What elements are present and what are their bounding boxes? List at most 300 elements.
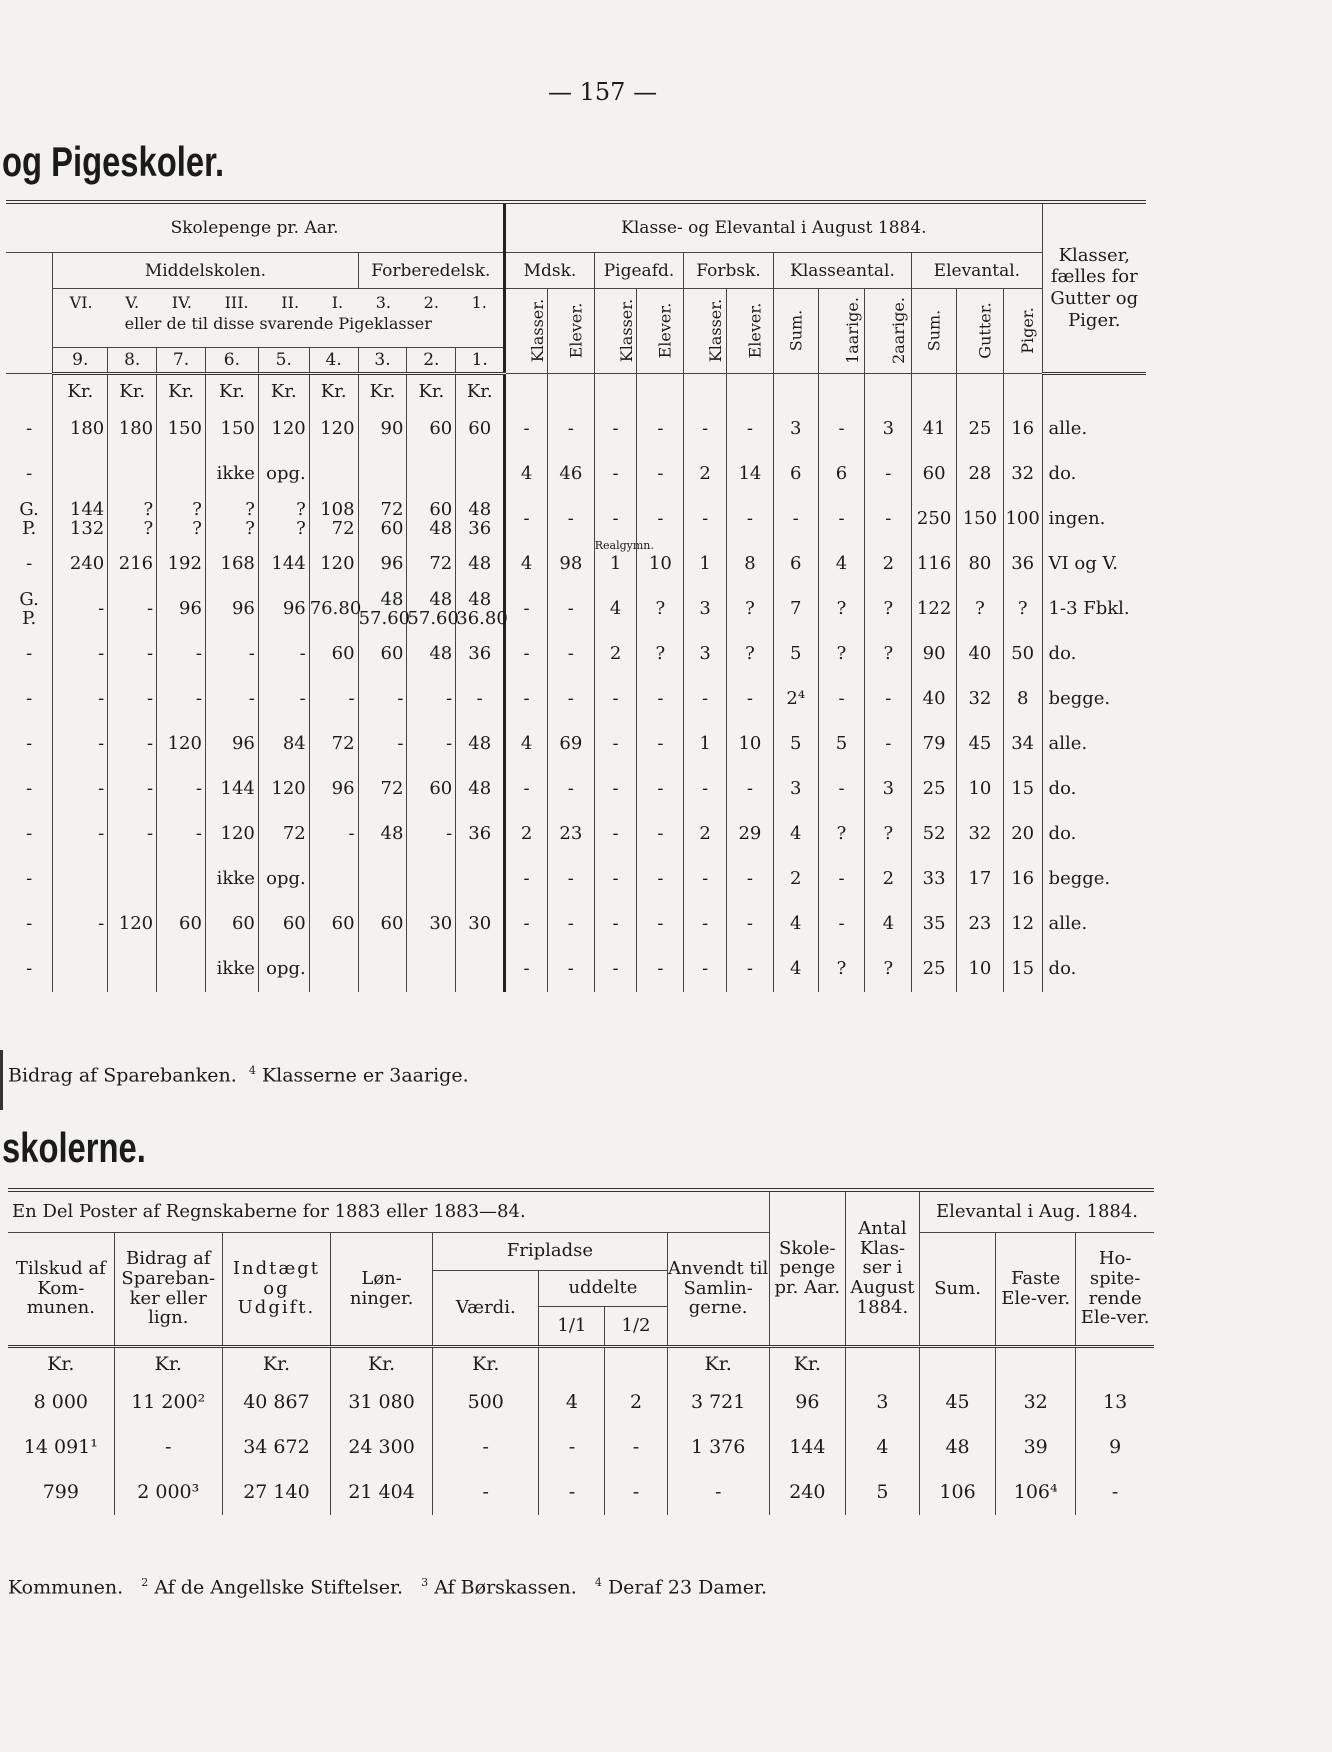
school-fees-body — [6, 374, 1146, 993]
table-cell: 100 — [1003, 497, 1042, 542]
table-cell: - — [6, 902, 53, 947]
table-row — [6, 677, 1146, 722]
table-cell — [157, 452, 206, 497]
table-cell: 8 — [727, 542, 774, 587]
header-v-gutter: Gutter. — [956, 289, 1003, 374]
header-num-1: 1. — [456, 348, 505, 374]
table-cell: 72 60 — [358, 497, 407, 542]
table-cell: 15 — [1003, 947, 1042, 992]
table-cell: - — [505, 902, 548, 947]
table-cell: ? — [818, 632, 865, 677]
table-cell: - — [157, 677, 206, 722]
header-hospiterende: Ho-spite-rende Ele-ver. — [1076, 1232, 1154, 1346]
table-cell: 106 — [920, 1470, 996, 1515]
table-cell: - — [258, 632, 309, 677]
table-cell: 4 — [818, 542, 865, 587]
table-cell: 45 — [956, 722, 1003, 767]
header-num-6: 6. — [205, 348, 258, 374]
table-cell: - — [684, 497, 727, 542]
table-cell: 25 — [912, 767, 957, 812]
table-cell: - — [594, 947, 637, 992]
table-cell: 16 — [1003, 407, 1042, 452]
table-cell: - — [684, 407, 727, 452]
kr-label: Kr. — [8, 1346, 114, 1380]
table-cell: - — [456, 677, 505, 722]
table-cell: - — [547, 767, 594, 812]
table-cell: 8 — [1003, 677, 1042, 722]
table-cell: 2 — [684, 452, 727, 497]
table-cell: 8 000 — [8, 1380, 114, 1425]
table-cell: 6 — [818, 452, 865, 497]
table-cell: 106⁴ — [996, 1470, 1076, 1515]
shared-classes-cell: begge. — [1048, 688, 1111, 710]
margin-rule — [0, 1050, 3, 1110]
table-cell: 20 — [1003, 812, 1042, 857]
table-cell: - — [594, 452, 637, 497]
header-classes-roman: VI. V. IV. III. II. I. 3. 2. 1. eller de til disse svarende Pigeklasser — [53, 289, 505, 348]
kr-label: Kr. — [769, 1346, 845, 1380]
table-cell: 39 — [996, 1425, 1076, 1470]
table-cell: - — [865, 497, 912, 542]
table-cell: 6 — [773, 542, 818, 587]
table-cell: 120 — [309, 542, 358, 587]
table-cell: 14 091¹ — [8, 1425, 114, 1470]
kr-label: Kr. — [433, 1346, 539, 1380]
table-cell: 48 — [456, 542, 505, 587]
table-cell: 2⁴ — [773, 677, 818, 722]
kr-label: Kr. — [222, 1346, 330, 1380]
header-bidrag: Bidrag af Spareban-ker eller lign. — [114, 1232, 222, 1346]
table-cell: 108 72 — [309, 497, 358, 542]
table-cell: 5 — [818, 722, 865, 767]
table-cell: 16 — [1003, 857, 1042, 902]
table-cell: ? — [637, 632, 684, 677]
currency-row — [6, 374, 1146, 408]
footnote-top: Bidrag af Sparebanken. $^4$ Klasserne er 3aarige. — [8, 1064, 469, 1087]
header-v-klasser-2: Klasser. — [594, 289, 637, 374]
accounts-table — [8, 1188, 1154, 1515]
table-cell: 216 — [108, 542, 157, 587]
table-cell: - — [637, 902, 684, 947]
table-cell — [53, 452, 108, 497]
table-cell: - — [637, 857, 684, 902]
header-forbsk: Forbsk. — [684, 253, 774, 289]
table-cell: - — [594, 677, 637, 722]
header-indtaegt: Indtægt og Udgift. — [222, 1232, 330, 1346]
table-cell: - — [6, 857, 53, 902]
table-cell: - — [547, 857, 594, 902]
table-cell: ? — [865, 587, 912, 632]
table-cell: 3 — [865, 407, 912, 452]
shared-classes-cell: alle. — [1048, 418, 1088, 440]
table-cell: 32 — [956, 812, 1003, 857]
table-cell: 48 — [358, 812, 407, 857]
table-row — [6, 767, 1146, 812]
table-cell — [358, 452, 407, 497]
table-cell: - — [637, 452, 684, 497]
table-row — [6, 857, 1146, 902]
table-cell: - — [727, 902, 774, 947]
table-cell: - — [605, 1470, 667, 1515]
table-cell: - — [108, 767, 157, 812]
header-elevantal-aug: Elevantal i Aug. 1884. — [920, 1190, 1155, 1232]
table-cell: 3 721 — [667, 1380, 769, 1425]
table-cell: 31 080 — [331, 1380, 433, 1425]
table-cell: 2 — [605, 1380, 667, 1425]
table-cell: 28 — [956, 452, 1003, 497]
table-cell: - — [309, 812, 358, 857]
table-cell: 5 — [845, 1470, 919, 1515]
table-cell: 72 — [309, 722, 358, 767]
table-cell: ? — [865, 632, 912, 677]
school-fees-table — [6, 200, 1146, 992]
table-cell: G. P. — [6, 587, 53, 632]
table-cell: 32 — [1003, 452, 1042, 497]
header-tilskud: Tilskud af Kom-munen. — [8, 1232, 114, 1346]
table-cell: 40 867 — [222, 1380, 330, 1425]
table-cell: - — [358, 722, 407, 767]
header-num-7: 7. — [157, 348, 206, 374]
shared-classes-cell: 1-3 Fbkl. — [1048, 598, 1130, 620]
table-cell: 180 — [108, 407, 157, 452]
table-cell: 48 57.60 — [358, 587, 407, 632]
header-sum: Sum. — [920, 1232, 996, 1346]
table-cell: 192 — [157, 542, 206, 587]
table-row — [8, 1470, 1154, 1515]
table-cell: 48 36 — [456, 497, 505, 542]
table-cell: - — [407, 812, 456, 857]
header-v-klasser-3: Klasser. — [684, 289, 727, 374]
header-blank — [6, 253, 53, 374]
header-num-8: 8. — [108, 348, 157, 374]
header-mdsk: Mdsk. — [505, 253, 595, 289]
shared-classes-cell: VI og V. — [1048, 553, 1119, 575]
table-cell — [407, 857, 456, 902]
table-cell: 9 — [1109, 1436, 1122, 1458]
table-cell: 120 — [309, 407, 358, 452]
header-anvendt: Anvendt til Samlin-gerne. — [667, 1232, 769, 1346]
table-cell: opg. — [258, 947, 309, 992]
table-cell: - — [309, 677, 358, 722]
table-cell: 52 — [912, 812, 957, 857]
table-cell: G. P. — [6, 497, 53, 542]
table-cell: - — [407, 722, 456, 767]
table-cell — [309, 452, 358, 497]
table-cell: ? ? — [157, 497, 206, 542]
table-cell: - — [205, 677, 258, 722]
table-cell: - — [865, 452, 912, 497]
table-cell: 180 — [53, 407, 108, 452]
kr-label: Kr. — [258, 374, 309, 408]
table-cell: - — [594, 407, 637, 452]
header-lonninger: Løn-ninger. — [331, 1232, 433, 1346]
table-cell: - — [108, 722, 157, 767]
table-cell: 30 — [456, 902, 505, 947]
table-cell: 4 — [505, 452, 548, 497]
table-cell: - — [684, 857, 727, 902]
table-cell: 3 — [773, 767, 818, 812]
table-cell: 150 — [956, 497, 1003, 542]
table-cell: 96 — [769, 1380, 845, 1425]
header-regnskab: En Del Poster af Regnskaberne for 1883 eller 1883—84. — [8, 1190, 769, 1232]
table-row — [6, 632, 1146, 677]
shared-classes-cell: ingen. — [1048, 508, 1106, 530]
table-cell: 60 — [407, 407, 456, 452]
table-cell: 4 — [539, 1380, 605, 1425]
table-cell: 69 — [547, 722, 594, 767]
header-faste: Faste Ele-ver. — [996, 1232, 1076, 1346]
table-cell: - — [505, 857, 548, 902]
table-cell — [407, 452, 456, 497]
table-cell: 41 — [912, 407, 957, 452]
page-number: — 157 — — [548, 78, 658, 106]
kr-label: Kr. — [114, 1346, 222, 1380]
table-cell: - — [505, 497, 548, 542]
header-middelskolen: Middelskolen. — [53, 253, 358, 289]
kr-label: Kr. — [456, 374, 505, 408]
table-cell: - — [433, 1470, 539, 1515]
header-klasseantal: Klasseantal. — [773, 253, 911, 289]
kr-label: Kr. — [108, 374, 157, 408]
header-skolepenge: Skolepenge pr. Aar. — [6, 202, 505, 253]
table-cell: ? — [1003, 587, 1042, 632]
header-forberedelsk: Forberedelsk. — [358, 253, 505, 289]
table-cell: - — [547, 407, 594, 452]
header-v-1aarige: 1aarige. — [818, 289, 865, 374]
header-num-4: 4. — [309, 348, 358, 374]
table-cell: - — [108, 812, 157, 857]
table-cell: 32 — [956, 677, 1003, 722]
table-cell: ikke — [205, 857, 258, 902]
table-cell: 60 — [407, 767, 456, 812]
table-cell: - — [727, 767, 774, 812]
table-cell: - — [53, 677, 108, 722]
table-cell: - — [407, 677, 456, 722]
table-cell: 4 — [773, 812, 818, 857]
table-cell: 3 — [865, 767, 912, 812]
table-cell: 15 — [1003, 767, 1042, 812]
table-cell: ? — [865, 947, 912, 992]
table-cell: - — [637, 812, 684, 857]
table-cell: 120 — [205, 812, 258, 857]
table-cell: 23 — [956, 902, 1003, 947]
table-cell: 144 132 — [53, 497, 108, 542]
table-cell: 144 — [258, 542, 309, 587]
table-cell: - — [667, 1470, 769, 1515]
table-cell: 50 — [1003, 632, 1042, 677]
kr-label: Kr. — [331, 1346, 433, 1380]
table-cell: 48 — [456, 767, 505, 812]
table-cell: - — [6, 407, 53, 452]
table-cell: ? ? — [258, 497, 309, 542]
table-cell: - — [258, 677, 309, 722]
table-cell: 45 — [920, 1380, 996, 1425]
table-cell: - — [505, 677, 548, 722]
table-cell: ? ? — [108, 497, 157, 542]
table-cell: 60 — [258, 902, 309, 947]
table-cell: 48 57.60 — [407, 587, 456, 632]
table-cell: 25 — [912, 947, 957, 992]
table-cell — [108, 857, 157, 902]
table-cell: 80 — [956, 542, 1003, 587]
table-cell: 799 — [8, 1470, 114, 1515]
table-cell: - — [108, 677, 157, 722]
table-cell: - — [684, 677, 727, 722]
header-v-elever-3: Elever. — [727, 289, 774, 374]
table-cell: - — [727, 497, 774, 542]
table-cell: 48 — [456, 722, 505, 767]
shared-classes-cell: alle. — [1048, 733, 1088, 755]
table-cell: - — [358, 677, 407, 722]
table-cell: 120 — [108, 902, 157, 947]
table-cell: 23 — [547, 812, 594, 857]
table-cell: - — [818, 767, 865, 812]
header-hele: 1/1 — [539, 1306, 605, 1346]
table-cell: 5 — [773, 722, 818, 767]
table-cell: 27 140 — [222, 1470, 330, 1515]
table-cell: 60 — [912, 452, 957, 497]
table-cell: - — [818, 497, 865, 542]
table-cell: - — [157, 812, 206, 857]
table-cell: - — [547, 902, 594, 947]
table-cell: 96 — [205, 722, 258, 767]
section-heading-top: og Pigeskoler. — [2, 138, 225, 185]
table-cell: opg. — [258, 452, 309, 497]
shared-classes-cell: do. — [1048, 463, 1077, 485]
table-cell: 36 — [1003, 542, 1042, 587]
table-cell: 24 300 — [331, 1425, 433, 1470]
table-cell: 3 — [773, 407, 818, 452]
table-row — [6, 902, 1146, 947]
shared-classes-cell: begge. — [1048, 868, 1111, 890]
table-cell: 116 — [912, 542, 957, 587]
kr-label: Kr. — [358, 374, 407, 408]
table-cell: 60 — [309, 632, 358, 677]
header-v-piger: Piger. — [1003, 289, 1042, 374]
table-cell: - — [727, 947, 774, 992]
table-cell: - — [157, 632, 206, 677]
table-cell: 72 — [258, 812, 309, 857]
table-cell: 90 — [358, 407, 407, 452]
table-cell: 84 — [258, 722, 309, 767]
shared-classes-cell: do. — [1048, 643, 1077, 665]
table-cell: - — [108, 632, 157, 677]
table-cell: - — [594, 497, 637, 542]
table-cell: 144 — [769, 1425, 845, 1470]
table-cell: - — [6, 542, 53, 587]
table-cell: 72 — [407, 542, 456, 587]
table-cell: - — [205, 632, 258, 677]
table-cell: 79 — [912, 722, 957, 767]
table-cell: - — [6, 722, 53, 767]
table-cell: 4 — [594, 587, 637, 632]
table-cell: 150 — [157, 407, 206, 452]
table-cell: 96 — [309, 767, 358, 812]
table-cell: 120 — [157, 722, 206, 767]
table-row — [6, 587, 1146, 632]
table-cell: 60 — [358, 902, 407, 947]
table-cell: 150 — [205, 407, 258, 452]
shared-classes-cell: alle. — [1048, 913, 1088, 935]
table-cell: 13 — [1103, 1391, 1128, 1413]
table-cell: 60 — [309, 902, 358, 947]
kr-label: Kr. — [53, 374, 108, 408]
table-cell: ? — [818, 812, 865, 857]
currency-row — [8, 1346, 1154, 1380]
table-cell: - — [594, 902, 637, 947]
table-cell: 3 — [684, 587, 727, 632]
table-cell: 48 — [407, 632, 456, 677]
table-cell: - — [865, 722, 912, 767]
table-cell: ? — [818, 947, 865, 992]
table-cell: 48 36.80 — [456, 587, 505, 632]
header-num-9: 9. — [53, 348, 108, 374]
table-cell: - — [53, 767, 108, 812]
table-cell: - — [6, 812, 53, 857]
table-cell: ? — [727, 587, 774, 632]
table-row — [6, 812, 1146, 857]
table-cell: 34 672 — [222, 1425, 330, 1470]
shared-classes-cell: do. — [1048, 958, 1077, 980]
table-row — [8, 1425, 1154, 1470]
table-cell: 2 — [865, 857, 912, 902]
table-cell: - — [108, 587, 157, 632]
table-cell: 500 — [433, 1380, 539, 1425]
header-klasse-elevantal: Klasse- og Elevantal i August 1884. — [505, 202, 1042, 253]
shared-classes-cell: do. — [1048, 823, 1077, 845]
header-v-2aarige: 2aarige. — [865, 289, 912, 374]
table-cell: 36 — [456, 632, 505, 677]
table-cell: - — [727, 857, 774, 902]
table-cell: - — [684, 767, 727, 812]
table-cell: 120 — [258, 407, 309, 452]
table-cell — [358, 857, 407, 902]
table-cell: 2 — [773, 857, 818, 902]
table-cell: - — [505, 947, 548, 992]
table-cell: 60 — [358, 632, 407, 677]
table-cell: 3 — [845, 1380, 919, 1425]
header-antal-klasser: Antal Klas-ser i August 1884. — [845, 1190, 919, 1346]
section-heading-bottom: skolerne. — [2, 1124, 146, 1171]
table-cell: ? — [956, 587, 1003, 632]
table-cell: - — [637, 767, 684, 812]
table-cell: 60 48 — [407, 497, 456, 542]
table-cell: 90 — [912, 632, 957, 677]
table-cell: 4 — [773, 902, 818, 947]
table-cell: - — [684, 902, 727, 947]
table-cell: ikke — [205, 947, 258, 992]
table-cell: 17 — [956, 857, 1003, 902]
table-cell: - — [594, 812, 637, 857]
header-v-elever-2: Elever. — [637, 289, 684, 374]
table-cell: 60 — [157, 902, 206, 947]
table-cell: 48 — [920, 1425, 996, 1470]
table-cell: 36 — [456, 812, 505, 857]
table-cell: - — [637, 722, 684, 767]
table-cell: 7 — [773, 587, 818, 632]
header-v-klasser-1: Klasser. — [505, 289, 548, 374]
table-cell: 240 — [769, 1470, 845, 1515]
table-row — [6, 542, 1146, 587]
header-vaerdi: Værdi. — [433, 1270, 539, 1346]
table-cell: - — [157, 767, 206, 812]
table-cell — [456, 947, 505, 992]
table-cell: 33 — [912, 857, 957, 902]
header-fripladse: Fripladse — [433, 1232, 667, 1270]
table-cell: 96 — [205, 587, 258, 632]
table-cell: 1 376 — [667, 1425, 769, 1470]
table-cell — [108, 452, 157, 497]
